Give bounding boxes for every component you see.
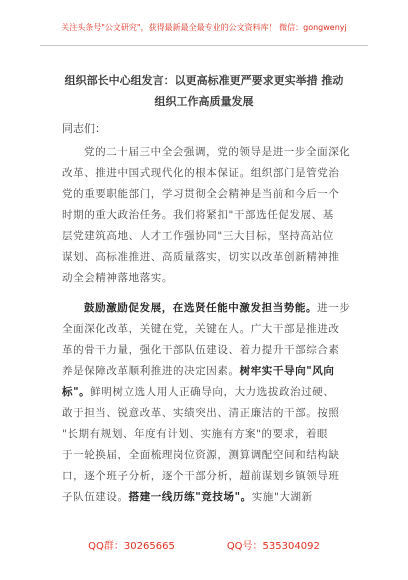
inline-text: 养是保障改革顺利推进的决定因素。 xyxy=(62,365,240,377)
paragraph-line: 谋划、高标准推进、高质量落实，切实以改革创新精神推 xyxy=(62,251,340,263)
inline-text: 进一步 xyxy=(317,302,351,314)
document-title xyxy=(0,70,408,112)
paragraph-line: 党的二十届三中全会强调，党的领导是进一步全面深化 xyxy=(84,146,351,158)
paragraph-line: 革的骨干力量，强化干部队伍建设、着力提升干部综合素 xyxy=(62,344,340,356)
inline-text: 实施"大湖新 xyxy=(251,491,313,503)
qq-group: QQ群：30265665 xyxy=(88,541,175,552)
contact-footer xyxy=(0,537,408,552)
paragraph-line: "长期有规划、年度有计划、实施有方案"的要求，着眼 xyxy=(62,428,329,440)
paragraph-line xyxy=(62,487,352,508)
paragraph-line: 口，逐个班子分析，逐个干部分析，超前谋划乡镇领导班 xyxy=(62,470,340,482)
title-line-2: 组织工作高质量发展 xyxy=(154,95,254,108)
promo-header: 关注头条号"公文研究"，获得最新最全最专业的公文资料库！ 微信：gongwenyj xyxy=(61,23,347,32)
paragraph-line xyxy=(62,382,352,403)
subheading: 标"。 xyxy=(62,386,91,398)
header-divider xyxy=(40,45,368,46)
inline-text: 子队伍建设。 xyxy=(62,491,129,503)
paragraph-line: 敢于担当、锐意改革、实绩突出、清正廉洁的干部。按照 xyxy=(62,407,340,419)
paragraph-line: 层党建筑高地、人才工作强协同"三大目标，坚持高站位 xyxy=(62,230,334,242)
paragraph-line: 动全会精神落地落实。 xyxy=(62,272,173,284)
paragraph-line xyxy=(62,361,352,382)
subheading: 树牢实干导向"风向 xyxy=(239,365,335,377)
paragraph-line: 全面深化改革，关键在党，关键在人。广大干部是推进改 xyxy=(62,323,340,335)
paragraph-line: 时期的重大政治任务。我们将紧扣"干部选任促发展、基 xyxy=(62,209,334,221)
qq-number: QQ号：535304092 xyxy=(226,541,320,552)
paragraph-2 xyxy=(62,298,352,508)
subheading: 搭建一线历练"竞技场"。 xyxy=(128,491,252,503)
paragraph-line: 党的重要职能部门，学习贯彻全会精神是当前和今后一个 xyxy=(62,188,340,200)
paragraph-line xyxy=(62,298,352,319)
paragraph-line: 于一轮换届，全面梳理岗位资源，测算调配空间和结构缺 xyxy=(62,449,340,461)
inline-text: 鲜明树立选人用人正确导向，大力选拔政治过硬、 xyxy=(90,386,335,398)
title-line-1: 组织部长中心组发言：以更高标准更严要求更实举措 推动 xyxy=(64,74,344,87)
section-heading: 鼓励激励促发展，在选贤任能中激发担当势能。 xyxy=(84,302,318,314)
greeting: 同志们： xyxy=(62,122,106,135)
paragraph-1 xyxy=(62,142,352,289)
paragraph-line: 改革、推进中国式现代化的根本保证。组织部门是管党治 xyxy=(62,167,340,179)
